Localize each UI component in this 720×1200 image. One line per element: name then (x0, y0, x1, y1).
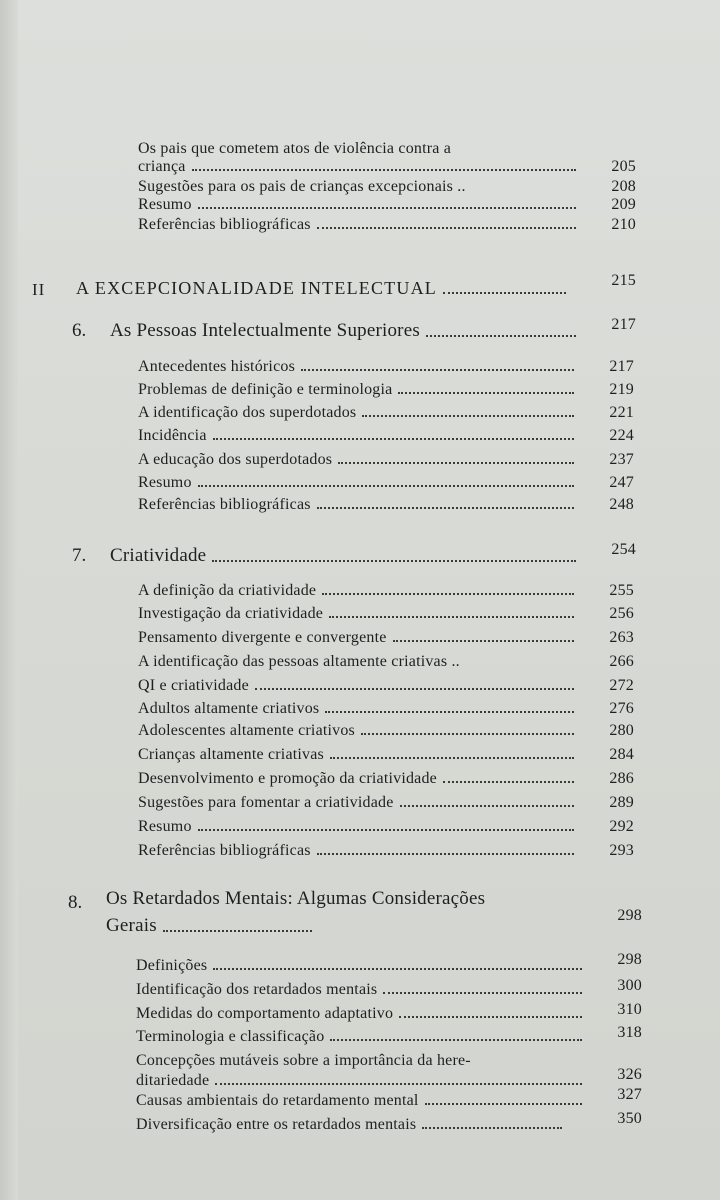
dot-leader (317, 507, 574, 509)
toc-page-number: 276 (609, 700, 634, 717)
toc-entry-text: Sugestões para fomentar a criatividade (138, 794, 394, 811)
toc-entry (136, 1110, 642, 1134)
toc-entry (138, 653, 634, 671)
toc-entry-text: Adolescentes altamente criativos (138, 722, 355, 739)
toc-entry-text: Investigação da criatividade (138, 605, 324, 622)
toc-entry (138, 700, 634, 718)
toc-entry-text: A educação dos superdotados (138, 451, 333, 468)
toc-entry-text: Causas ambientais do retardamento mental (136, 1092, 419, 1109)
page-spine-shadow (0, 0, 18, 1200)
dot-leader (255, 688, 574, 690)
toc-entry-text: Crianças altamente criativas (138, 746, 324, 763)
toc-entry (138, 381, 634, 399)
part-number: II (32, 280, 46, 299)
toc-entry-text: QI e criatividade (138, 677, 249, 694)
toc-page-number: 292 (609, 818, 634, 835)
toc-page-number: 224 (609, 427, 634, 444)
chapter-heading (106, 907, 642, 937)
toc-entry (138, 677, 634, 695)
dot-leader (398, 392, 574, 394)
dot-leader (325, 711, 574, 713)
dot-leader (443, 781, 574, 783)
dot-leader (443, 292, 566, 294)
toc-entry (138, 629, 634, 647)
toc-entry-text: Pensamento divergente e convergente (138, 629, 387, 646)
toc-page-number: 266 (609, 653, 634, 670)
toc-page-number: 298 (617, 907, 642, 924)
toc-entry-text: Referências bibliográficas (138, 496, 311, 513)
toc-entry (138, 605, 634, 623)
toc-page-number: 310 (617, 1001, 642, 1018)
dot-leader (330, 1039, 582, 1041)
dot-leader (425, 1103, 582, 1105)
toc-entry (138, 722, 634, 740)
toc-entry (136, 1086, 642, 1110)
toc-entry (138, 746, 634, 764)
toc-page-number: 318 (617, 1024, 642, 1041)
chapter-heading (110, 541, 636, 567)
toc-entry-text: Referências bibliográficas (138, 216, 311, 233)
toc-page-number: 217 (609, 358, 634, 375)
toc-page-number: 237 (609, 451, 634, 468)
toc-entry (136, 1001, 642, 1023)
toc-page-number: 217 (611, 316, 636, 333)
dot-leader (422, 1127, 562, 1129)
dot-leader (317, 853, 574, 855)
toc-entry-text: Referências bibliográficas (138, 842, 311, 859)
toc-entry-text: Identificação dos retardados mentais (136, 981, 378, 998)
toc-entry-text: Definições (136, 957, 208, 974)
toc-page-number: 284 (609, 746, 634, 763)
toc-page-number: 256 (609, 605, 634, 622)
toc-page-number: 327 (617, 1086, 642, 1103)
toc-entry (138, 474, 634, 492)
toc-page-number: 263 (609, 629, 634, 646)
part-heading (76, 272, 636, 299)
chapter-title: Os Retardados Mentais: Algumas Considerações (106, 888, 486, 909)
toc-entry (138, 794, 634, 812)
toc-page-number: 208 (611, 178, 636, 195)
toc-entry-text: ditariedade (136, 1072, 210, 1089)
toc-entry (138, 427, 634, 445)
toc-entry (138, 496, 634, 514)
dot-leader (329, 616, 574, 618)
toc-entry-text: Resumo (138, 474, 192, 491)
toc-entry-text: Terminologia e classificação (136, 1028, 325, 1045)
toc-entry-text: Concepções mutáveis sobre a importância da here- (136, 1052, 471, 1069)
toc-entry-text: Desenvolvimento e promoção da criatividade (138, 770, 437, 787)
part-title: A EXCEPCIONALIDADE INTELECTUAL (76, 278, 437, 298)
toc-entry-text: Incidência (138, 427, 207, 444)
toc-entry (138, 404, 634, 422)
dot-leader (215, 1083, 582, 1085)
dot-leader (163, 930, 312, 932)
toc-entry-text: criança (138, 158, 186, 175)
toc-entry (138, 196, 636, 214)
toc-entry-text: Adultos altamente criativos (138, 700, 320, 717)
chapter-title: Criatividade (110, 545, 207, 566)
toc-entry-text: Diversificação entre os retardados mentais (136, 1116, 417, 1133)
toc-page-number: 289 (609, 794, 634, 811)
dot-leader (301, 369, 574, 371)
toc-entry-text: Problemas de definição e terminologia (138, 381, 393, 398)
toc-entry-text: A identificação das pessoas altamente criativas .. (138, 653, 460, 670)
dot-leader (322, 593, 574, 595)
chapter-title: Gerais (106, 915, 157, 936)
toc-entry-text: Medidas do comportamento adaptativo (136, 1005, 394, 1022)
toc-entry (138, 842, 634, 860)
toc-page-number: 293 (609, 842, 634, 859)
dot-leader (198, 485, 574, 487)
toc-page-number: 254 (611, 541, 636, 558)
chapter-number: 6. (72, 320, 87, 341)
toc-page-number: 215 (611, 272, 636, 289)
chapter-title: As Pessoas Intelectualmente Superiores (110, 320, 420, 341)
toc-page-number: 272 (609, 677, 634, 694)
dot-leader (213, 438, 574, 440)
toc-entry-text: Resumo (138, 818, 192, 835)
toc-entry (138, 358, 634, 376)
dot-leader (198, 207, 576, 209)
dot-leader (400, 805, 575, 807)
toc-entry-text: Sugestões para os pais de crianças excepcionais .. (138, 178, 466, 195)
dot-leader (362, 415, 574, 417)
toc-entry-text: Os pais que cometem atos de violência contra a (138, 140, 452, 157)
toc-entry (136, 1024, 642, 1046)
toc-entry (136, 1066, 642, 1090)
toc-entry (138, 158, 636, 176)
toc-page-number: 298 (617, 951, 642, 968)
toc-entry (138, 178, 636, 196)
toc-page-number: 280 (609, 722, 634, 739)
dot-leader (393, 640, 574, 642)
dot-leader (212, 560, 576, 562)
toc-entry (136, 977, 642, 999)
dot-leader (192, 169, 576, 171)
toc-page-number: 247 (609, 474, 634, 491)
toc-page-number: 210 (611, 216, 636, 233)
toc-page-number: 255 (609, 582, 634, 599)
toc-page-number: 300 (617, 977, 642, 994)
dot-leader (198, 829, 574, 831)
toc-entry-text: Resumo (138, 196, 192, 213)
toc-entry (138, 582, 634, 600)
toc-page-number: 221 (609, 404, 634, 421)
toc-entry (138, 216, 636, 234)
toc-page-number: 248 (609, 496, 634, 513)
dot-leader (426, 335, 576, 337)
dot-leader (330, 757, 574, 759)
toc-page-number: 219 (609, 381, 634, 398)
chapter-heading (110, 316, 636, 342)
dot-leader (338, 462, 574, 464)
toc-page-number: 205 (611, 158, 636, 175)
dot-leader (361, 733, 574, 735)
toc-page-number: 326 (617, 1066, 642, 1083)
dot-leader (383, 992, 582, 994)
toc-entry-text: A definição da criatividade (138, 582, 317, 599)
dot-leader (317, 227, 576, 229)
toc-entry (136, 951, 642, 975)
chapter-number: 8. (68, 892, 83, 913)
toc-entry (138, 770, 634, 788)
toc-entry-text: A identificação dos superdotados (138, 404, 357, 421)
toc-entry (138, 451, 634, 469)
toc-page-number: 350 (617, 1110, 642, 1127)
toc-page-number: 209 (611, 196, 636, 213)
dot-leader (399, 1016, 582, 1018)
toc-page-number: 286 (609, 770, 634, 787)
toc-entry-text: Antecedentes históricos (138, 358, 295, 375)
dot-leader (213, 968, 582, 970)
toc-entry (138, 818, 634, 836)
chapter-number: 7. (72, 545, 87, 566)
